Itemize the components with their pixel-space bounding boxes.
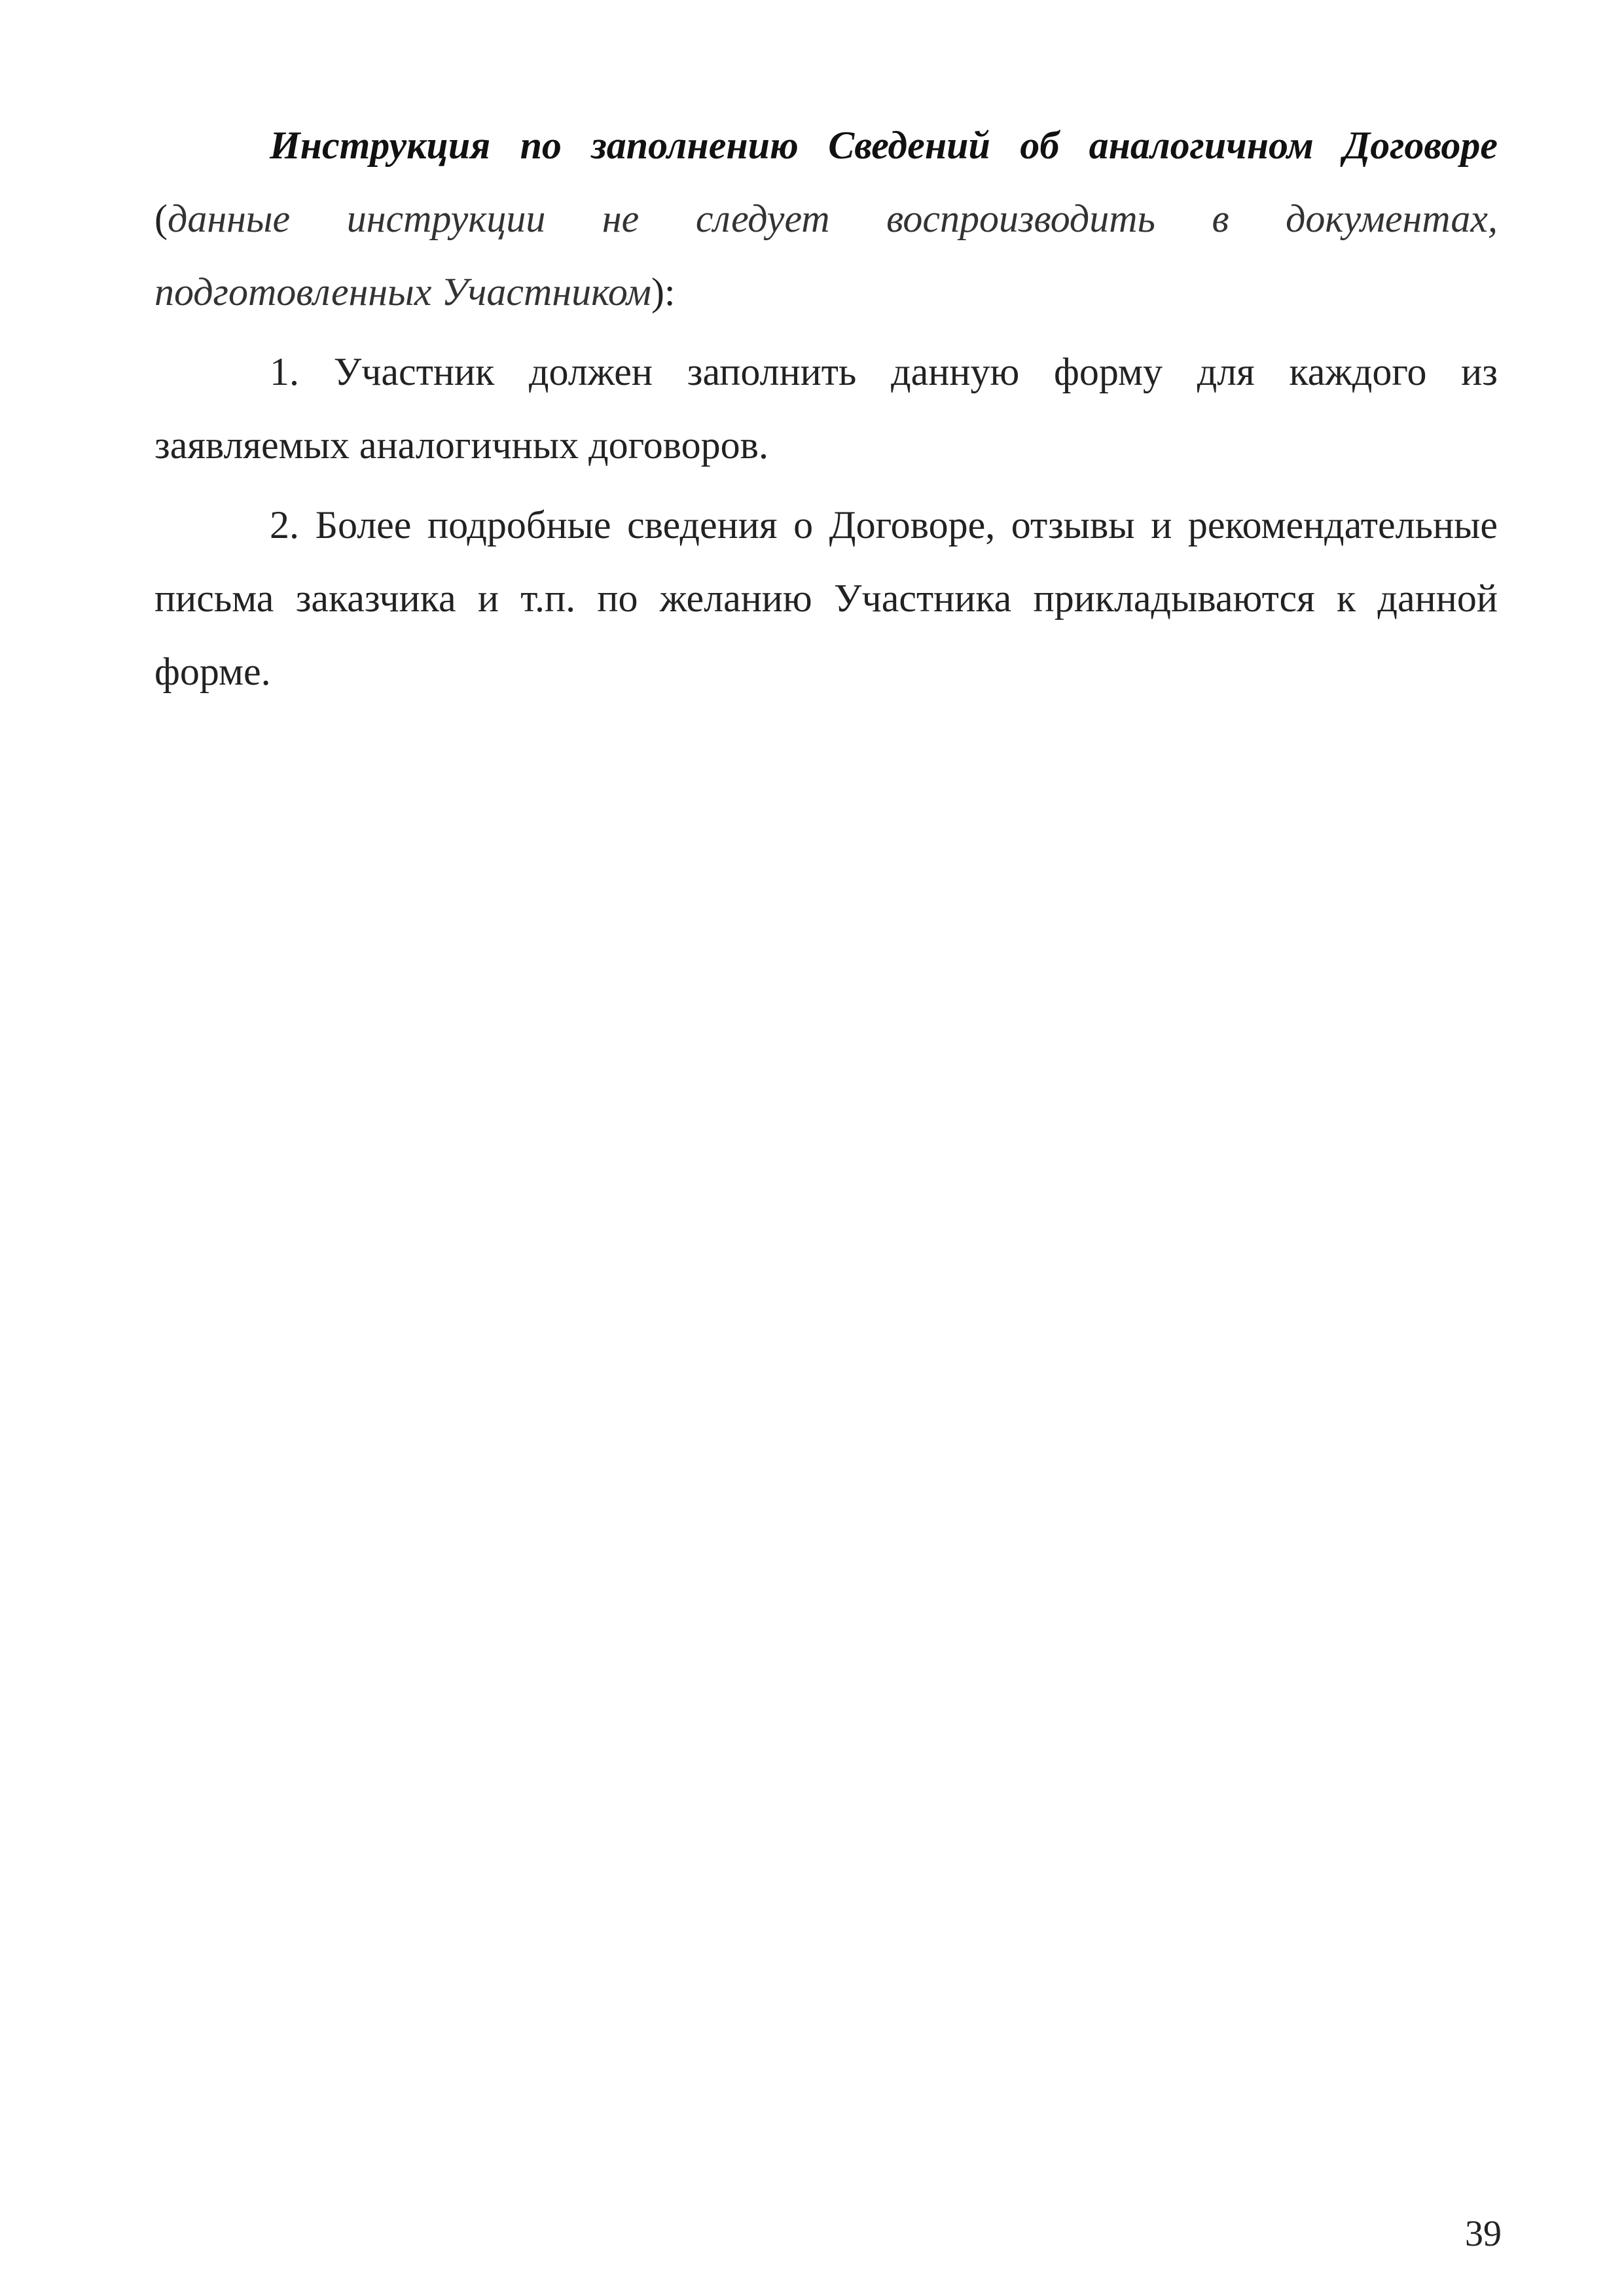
instruction-intro <box>154 109 1498 329</box>
instruction-paren-open: ( <box>154 197 168 240</box>
instruction-title: Инструкция по заполнению Сведений об аналогичном Договоре <box>270 124 1498 167</box>
document-body <box>154 109 1498 715</box>
instruction-item-2: 2. Более подробные сведения о Договоре, отзывы и рекомендательные письма заказчика и т.п. по желанию Участника прикладываются к данной форме. <box>154 503 1498 693</box>
page-number: 39 <box>1465 2214 1502 2254</box>
instruction-note: данные инструкции не следует воспроизводить в документах, подготовленных Участником <box>154 197 1498 314</box>
instruction-item-1: 1. Участник должен заполнить данную форму для каждого из заявляемых аналогичных договоров. <box>154 350 1498 467</box>
instruction-paren-close: ): <box>651 270 676 314</box>
